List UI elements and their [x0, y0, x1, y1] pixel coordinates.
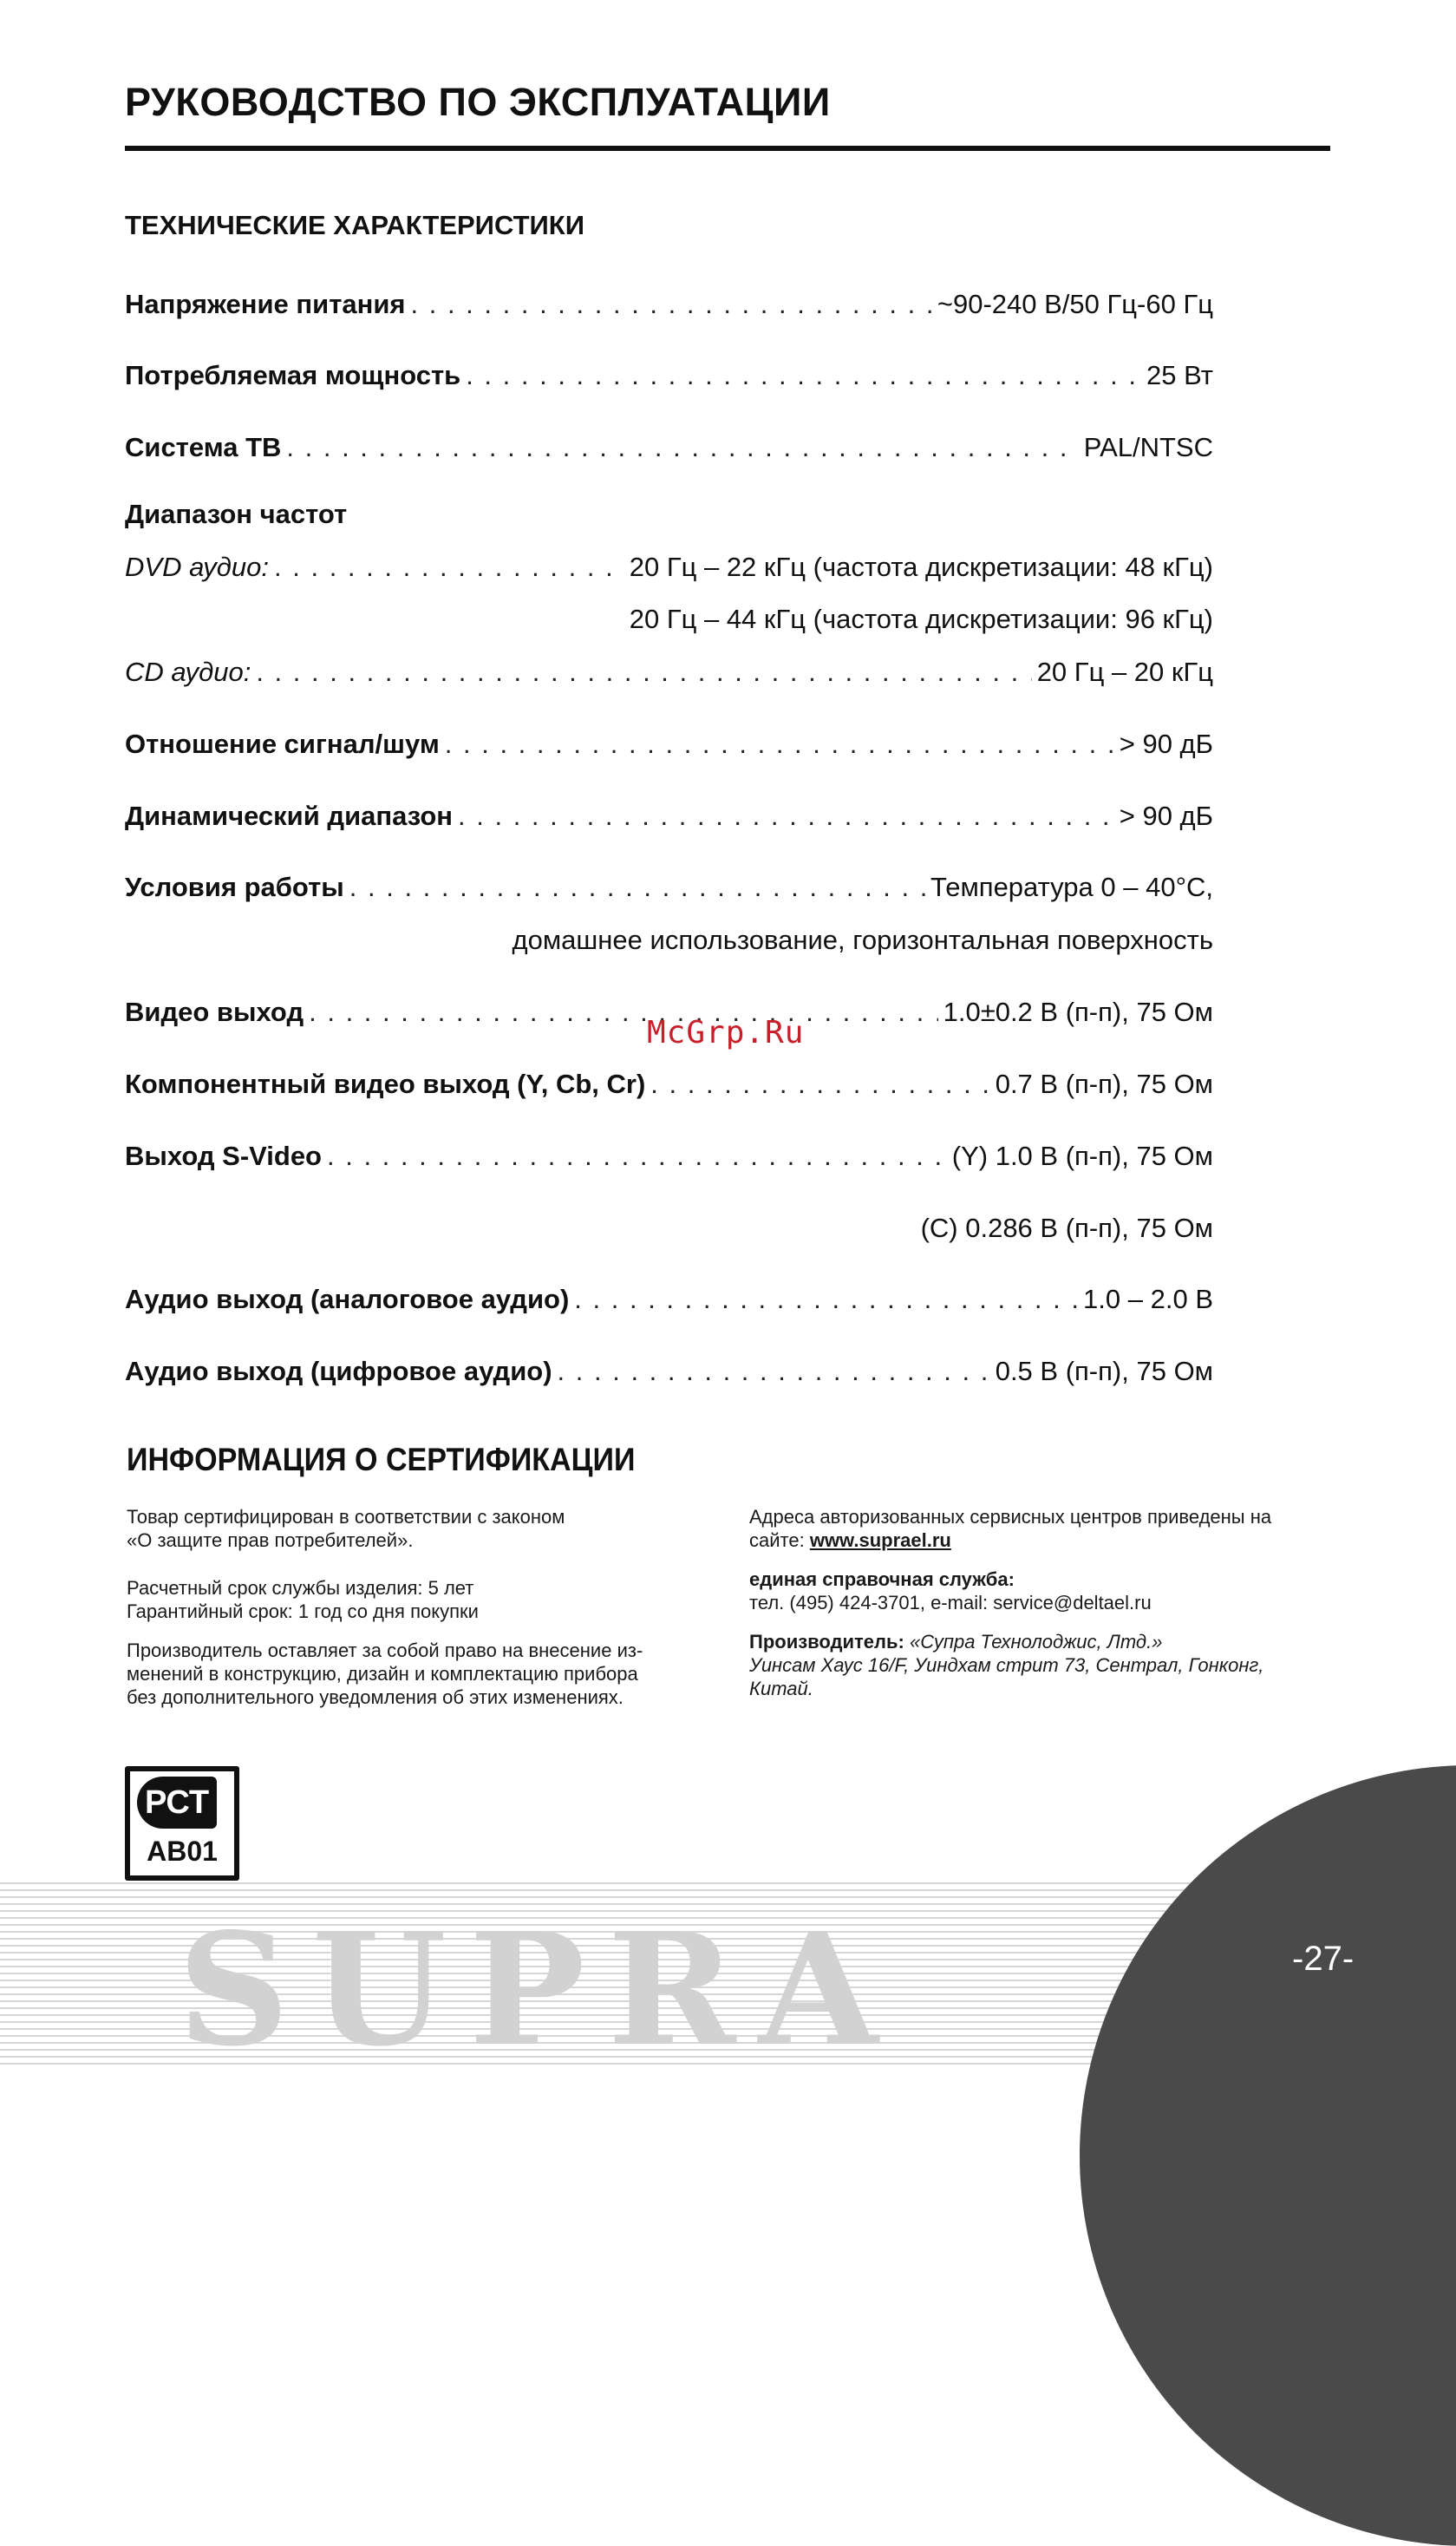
cert-text: Адреса авторизованных сервисных центров приведены на — [749, 1506, 1272, 1528]
freq-range-heading: Диапазон частот — [125, 499, 348, 529]
spec-value: 1.0 – 2.0 В — [1083, 1284, 1213, 1314]
cert-text: Расчетный срок службы изделия: 5 лет — [127, 1577, 474, 1599]
title-rule — [125, 146, 1330, 151]
cert-text: Производитель оставляет за собой право на внесение из- — [127, 1640, 643, 1661]
manufacturer-name: «Супра Технолоджис, Лтд.» — [904, 1631, 1163, 1653]
address-text: Китай. — [749, 1678, 813, 1699]
spec-value-continuation: домашнее использование, горизонтальная поверхность — [512, 925, 1213, 955]
leader-dots — [445, 729, 1114, 760]
leader-dots — [327, 1141, 947, 1172]
leader-dots — [286, 432, 1078, 463]
spec-label: Динамический диапазон — [125, 801, 454, 831]
spec-row-cd-audio — [125, 657, 1213, 688]
spec-value: > 90 дБ — [1119, 729, 1213, 759]
cert-text: «О защите прав потребителей». — [127, 1529, 414, 1551]
page-number: -27- — [1292, 1940, 1355, 1978]
spec-label: Компонентный видео выход (Y, Cb, Cr) — [125, 1069, 646, 1099]
spec-label: Видео выход — [125, 997, 304, 1027]
spec-value: ~90-240 В/50 Гц-60 Гц — [937, 289, 1213, 319]
spec-value: Температура 0 – 40°C, — [930, 872, 1213, 902]
certification-title: ИНФОРМАЦИЯ О СЕРТИФИКАЦИИ — [127, 1442, 636, 1477]
spec-value-continuation: (C) 0.286 В (п-п), 75 Ом — [920, 1213, 1213, 1243]
leader-dots — [466, 360, 1141, 391]
page-title: РУКОВОДСТВО ПО ЭКСПЛУАТАЦИИ — [125, 80, 831, 124]
spec-label: Аудио выход (цифровое аудио) — [125, 1356, 552, 1386]
helpline-label: единая справочная служба: — [749, 1568, 1015, 1590]
cert-text: без дополнительного уведомления об этих изменениях. — [127, 1686, 624, 1708]
spec-value: 0.5 В (п-п), 75 Ом — [995, 1356, 1213, 1386]
leader-dots — [458, 801, 1114, 832]
spec-label: Отношение сигнал/шум — [125, 729, 440, 759]
spec-row-dvd-audio — [125, 552, 1213, 583]
cert-text: Товар сертифицирован в соответствии с законом — [127, 1506, 565, 1528]
cert-text: менений в конструкцию, дизайн и комплектацию прибора — [127, 1663, 638, 1685]
spec-label: Выход S-Video — [125, 1141, 322, 1171]
spec-label: Напряжение питания — [125, 289, 406, 319]
spec-value: 20 Гц – 22 кГц (частота дискретизации: 48 кГц) — [629, 552, 1213, 582]
spec-value-continuation: 20 Гц – 44 кГц (частота дискретизации: 96 кГц) — [629, 604, 1213, 634]
spec-row-dynamic-range — [125, 801, 1213, 832]
spec-row-component-out — [125, 1069, 1213, 1100]
leader-dots — [574, 1284, 1078, 1315]
certification-mark-icon — [125, 1766, 239, 1881]
spec-label: CD аудио: — [125, 657, 251, 687]
leader-dots — [558, 1356, 990, 1387]
spec-label: Потребляемая мощность — [125, 360, 461, 390]
spec-label: DVD аудио: — [125, 552, 270, 582]
spec-value: PAL/NTSC — [1083, 432, 1213, 462]
certification-left-column — [127, 1505, 734, 1709]
cert-text: сайте: — [749, 1529, 810, 1551]
spec-label: Условия работы — [125, 872, 344, 902]
spec-row-snr — [125, 729, 1213, 760]
specs-title: ТЕХНИЧЕСКИЕ ХАРАКТЕРИСТИКИ — [125, 210, 584, 240]
leader-dots — [274, 552, 624, 583]
cert-text — [749, 1528, 1339, 1552]
watermark: McGrp.Ru — [647, 1015, 805, 1050]
spec-row-power-consumption — [125, 360, 1213, 391]
website-link[interactable]: www.suprael.ru — [809, 1529, 951, 1551]
spec-row-digital-audio-out — [125, 1356, 1213, 1387]
spec-value: > 90 дБ — [1119, 801, 1213, 831]
address-text: Уинсам Хаус 16/F, Уиндхам стрит 73, Сентрал, Гонконг, — [749, 1654, 1264, 1676]
manufacturer-label: Производитель: — [749, 1631, 904, 1653]
leader-dots — [650, 1069, 989, 1100]
spec-value: 1.0±0.2 В (п-п), 75 Ом — [943, 997, 1213, 1027]
cert-logo-mark: РСТ — [144, 1784, 210, 1821]
spec-row-tv-system — [125, 432, 1213, 463]
brand-logo: SUPRA — [178, 1899, 901, 2080]
spec-row-svideo-out — [125, 1141, 1213, 1172]
leader-dots — [349, 872, 925, 903]
manufacturer-line — [749, 1630, 1339, 1653]
spec-row-operating-conditions — [125, 872, 1213, 903]
leader-dots — [256, 657, 1031, 688]
cert-logo-code: АВ01 — [147, 1836, 218, 1867]
spec-value: 20 Гц – 20 кГц — [1036, 657, 1213, 687]
cert-text: Гарантийный срок: 1 год со дня покупки — [127, 1600, 479, 1622]
spec-row-power-supply — [125, 289, 1213, 320]
spec-row-analog-audio-out — [125, 1284, 1213, 1315]
contacts-text: тел. (495) 424-3701, e-mail: service@deltael.ru — [749, 1592, 1152, 1613]
spec-value: (Y) 1.0 В (п-п), 75 Ом — [951, 1141, 1213, 1171]
spec-value: 0.7 В (п-п), 75 Ом — [995, 1069, 1213, 1099]
certification-right-column — [749, 1505, 1339, 1700]
spec-label: Система ТВ — [125, 432, 282, 462]
leader-dots — [309, 997, 937, 1028]
leader-dots — [411, 289, 932, 320]
spec-label: Аудио выход (аналоговое аудио) — [125, 1284, 570, 1314]
spec-value: 25 Вт — [1146, 360, 1213, 390]
